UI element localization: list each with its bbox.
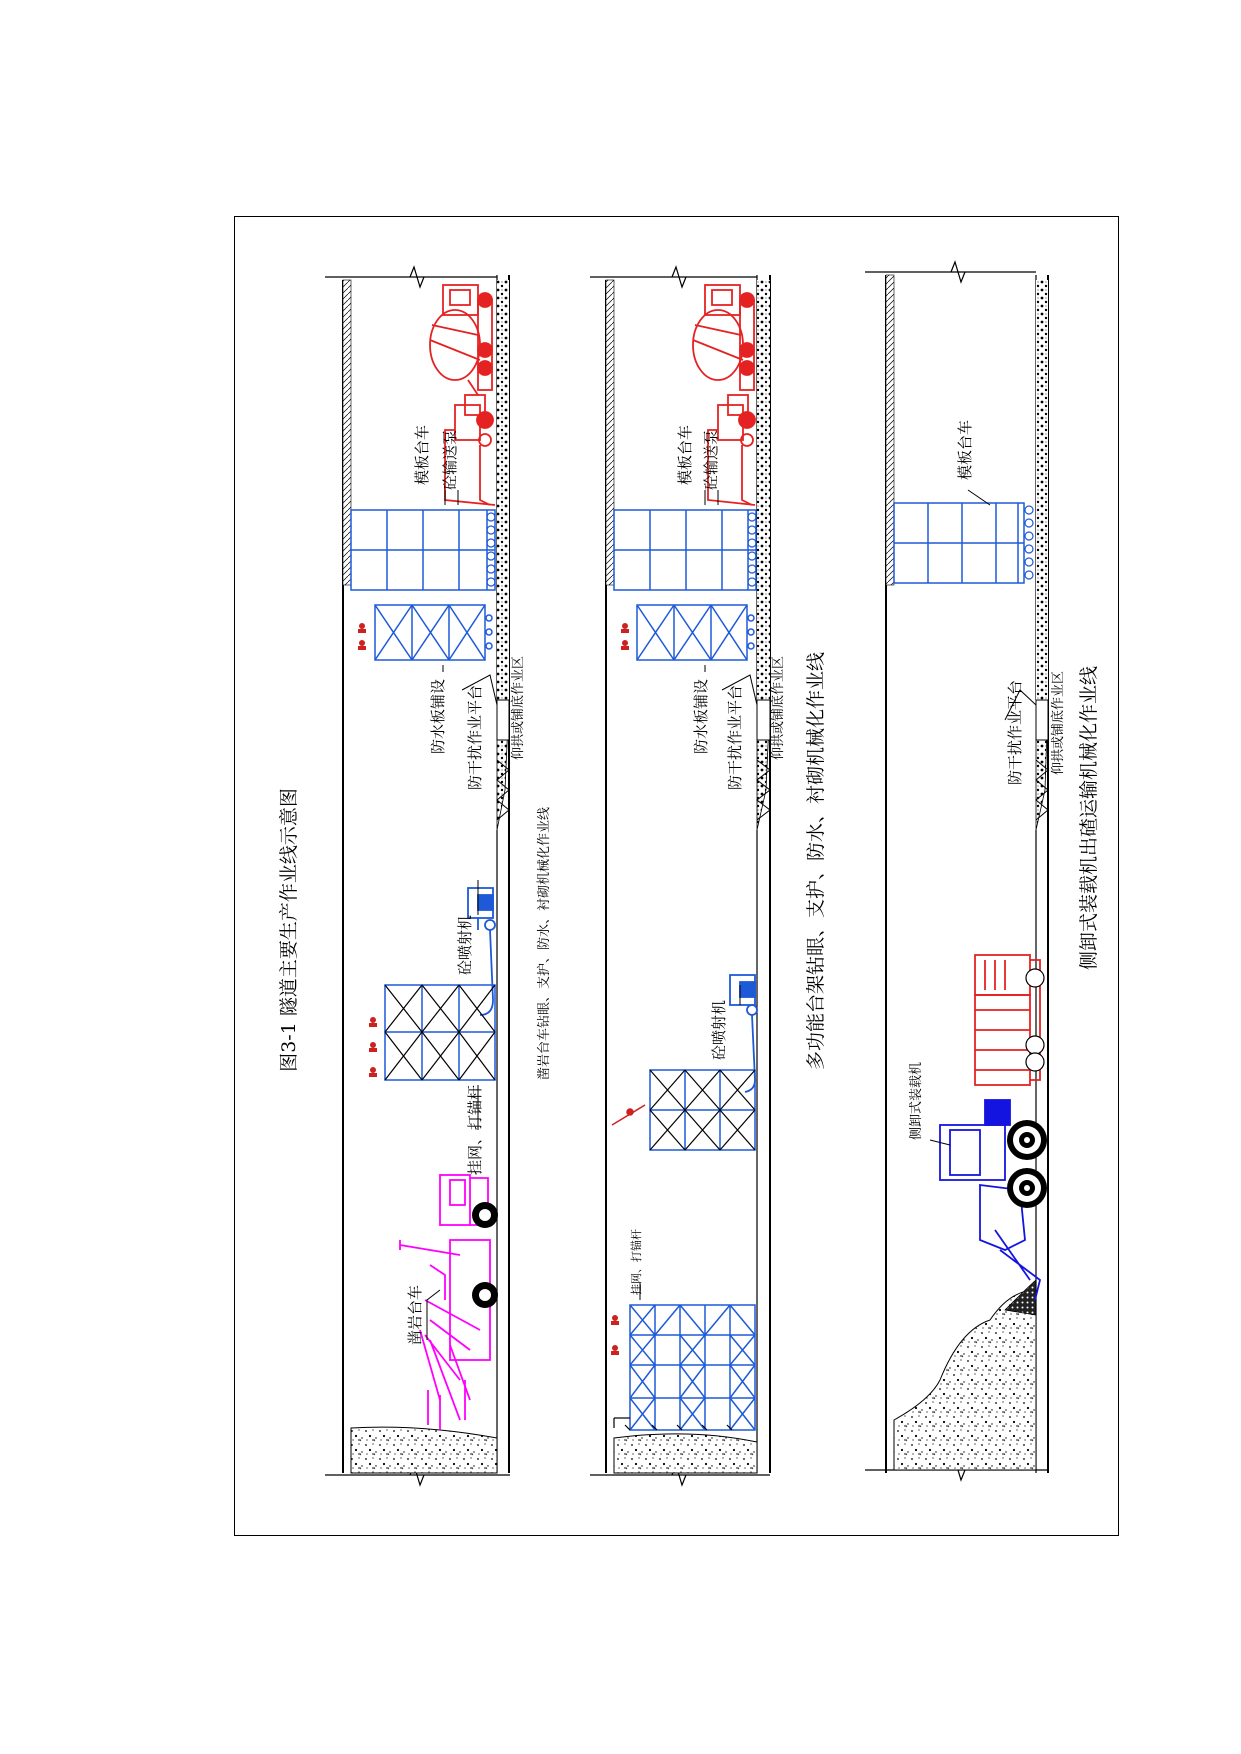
invert-label: 仰拱或铺底作业区 bbox=[771, 655, 786, 760]
panel-3 bbox=[865, 262, 1100, 1480]
concrete-mixer-truck bbox=[693, 285, 754, 390]
truck-wheels bbox=[1026, 969, 1044, 1071]
panel-2 bbox=[590, 267, 827, 1485]
formwork-trolley bbox=[614, 510, 756, 590]
invert-label: 仰拱或铺底作业区 bbox=[511, 655, 526, 760]
leader-lines bbox=[640, 490, 757, 1300]
formwork-trolley bbox=[351, 510, 495, 590]
invert-ballast bbox=[497, 280, 509, 700]
shotcrete-machine bbox=[730, 975, 757, 1092]
loader-label: 侧卸式装载机 bbox=[909, 1061, 924, 1140]
leader-lines bbox=[930, 490, 1036, 1145]
formwork-wheels bbox=[1025, 506, 1033, 579]
figure-title: 图3-1 隧道主要生产作业线示意图 bbox=[278, 788, 300, 1072]
anti-interference-label: 防干扰作业平台 bbox=[1006, 679, 1024, 785]
loader-bucket-load bbox=[1005, 1280, 1036, 1315]
loader-wheels bbox=[1007, 1120, 1047, 1208]
panel-3-caption: 侧卸式装载机出碴运输机械化作业线 bbox=[1078, 665, 1100, 970]
drill-jumbo-label: 凿岩台车 bbox=[406, 1284, 424, 1345]
formwork-trolley bbox=[894, 503, 1024, 583]
worker-icon bbox=[358, 623, 366, 650]
invert-ballast bbox=[757, 280, 770, 700]
crown-lining bbox=[886, 275, 894, 585]
waterproof-label: 防水板铺设 bbox=[429, 678, 447, 754]
rock-face bbox=[614, 1434, 757, 1473]
waterproof-label: 防水板铺设 bbox=[692, 678, 710, 754]
concrete-mixer-truck bbox=[430, 285, 492, 395]
worker-icon bbox=[611, 1315, 619, 1355]
pump-label: 砼输送泵 bbox=[441, 429, 459, 490]
bolting-platform bbox=[630, 1305, 755, 1430]
hang-net-bolt-label: 挂网、打锚杆 bbox=[466, 1084, 484, 1175]
formwork-label: 模板台车 bbox=[676, 424, 694, 485]
formwork-label: 模板台车 bbox=[956, 419, 974, 480]
formwork-label: 模板台车 bbox=[413, 424, 431, 485]
waterproof-platform bbox=[375, 605, 492, 660]
muck-pile bbox=[894, 1290, 1036, 1470]
panel-1 bbox=[325, 267, 552, 1485]
anti-interference-label: 防干扰作业平台 bbox=[466, 684, 484, 790]
worker-icon bbox=[621, 623, 629, 650]
shotcrete-label: 砼喷射机 bbox=[456, 914, 474, 975]
rock-face bbox=[351, 1427, 497, 1473]
crown-lining bbox=[343, 280, 351, 585]
worker-icon bbox=[369, 1017, 377, 1077]
support-platform bbox=[385, 985, 495, 1080]
hang-net-bolt-label: 挂网、打锚杆 bbox=[630, 1229, 643, 1295]
shotcrete-label: 砼喷射机 bbox=[710, 999, 728, 1060]
invert-ballast bbox=[1036, 280, 1048, 700]
multifunction-platform bbox=[650, 1070, 755, 1150]
pump-label: 砼输送泵 bbox=[702, 429, 720, 490]
drill-jumbo-wheels bbox=[472, 1202, 498, 1308]
anti-interference-label: 防干扰作业平台 bbox=[726, 684, 744, 790]
invert-label: 仰拱或铺底作业区 bbox=[1051, 670, 1066, 775]
panel-1-caption: 凿岩台车钻眼、支护、防水、衬砌机械化作业线 bbox=[537, 806, 552, 1080]
panel-2-caption: 多功能台架钻眼、支护、防水、衬砌机械化作业线 bbox=[805, 651, 827, 1070]
waterproof-platform bbox=[637, 605, 754, 660]
drill-rod-icon bbox=[612, 1105, 645, 1125]
crown-lining bbox=[606, 280, 614, 585]
